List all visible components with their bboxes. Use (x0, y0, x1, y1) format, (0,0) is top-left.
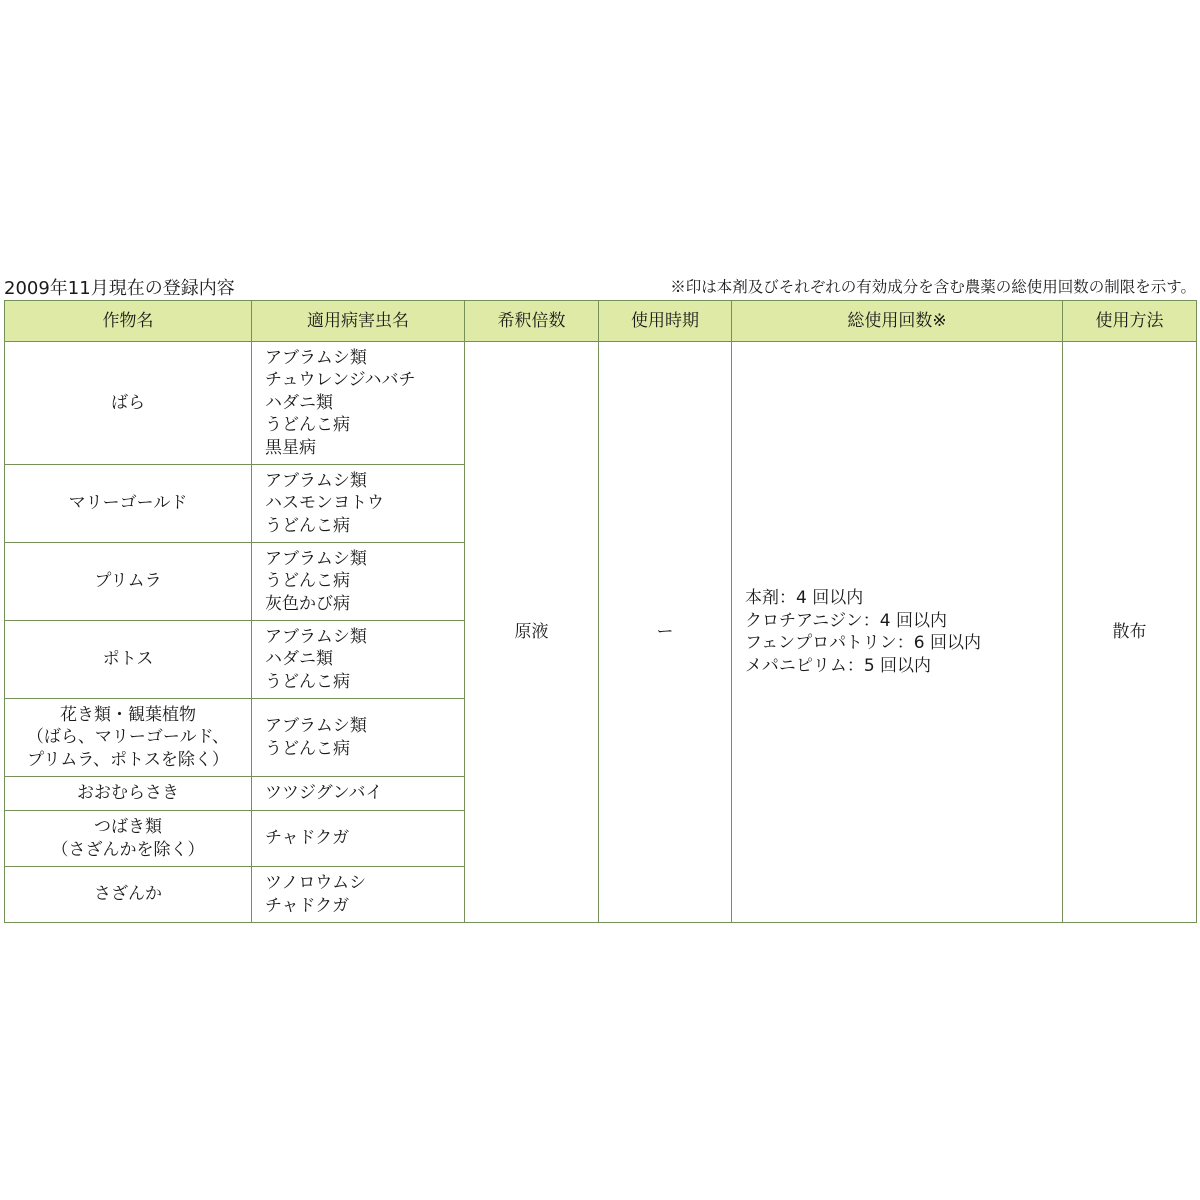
crop-name: つばき類 (94, 817, 162, 837)
crop-cell (5, 621, 252, 699)
pest-name: アブラムシ類 (265, 347, 367, 368)
timing-cell: ー (599, 342, 732, 923)
header-method: 使用方法 (1063, 301, 1197, 342)
header-crop: 作物名 (5, 301, 252, 342)
method-cell: 散布 (1063, 342, 1197, 923)
total-use-note: ※印は本剤及びそれぞれの有効成分を含む農薬の総使用回数の制限を示す。 (670, 278, 1196, 296)
crop-cell (5, 342, 252, 465)
pest-name: アブラムシ類 (265, 470, 367, 491)
pest-name: アブラムシ類 (265, 548, 367, 569)
header-pest: 適用病害虫名 (252, 301, 465, 342)
pest-cell (252, 777, 465, 811)
crop-name: おおむらさき (77, 783, 179, 804)
header-total-uses: 総使用回数※ (732, 301, 1063, 342)
pest-name: チャドクガ (265, 828, 350, 849)
crop-name: （ばら、マリーゴールド、 (26, 727, 230, 748)
crop-cell (5, 811, 252, 867)
pest-name: ハダニ類 (265, 392, 333, 413)
crop-cell (5, 465, 252, 543)
crop-name: ばら (111, 392, 145, 413)
pest-name: ツツジグンバイ (265, 783, 383, 804)
pest-cell (252, 621, 465, 699)
crop-name: さざんか (94, 884, 162, 905)
total-use-item: クロチアニジン：4 回以内 (745, 610, 947, 631)
header-timing: 使用時期 (599, 301, 732, 342)
pest-name: うどんこ病 (265, 515, 350, 536)
pest-name: チュウレンジハバチ (265, 370, 416, 391)
pest-name: ハダニ類 (265, 649, 333, 670)
crop-name: 花き類・観葉植物 (60, 704, 196, 725)
registration-table (4, 300, 1197, 923)
crop-name: プリムラ、ポトスを除く） (27, 749, 229, 770)
pest-name: ハスモンヨトウ (265, 493, 384, 514)
crop-name: プリムラ (94, 571, 162, 592)
pest-cell (252, 465, 465, 543)
pest-name: ツノロウムシ (265, 873, 367, 893)
pest-name: アブラムシ類 (265, 716, 367, 736)
crop-cell (5, 867, 252, 923)
crop-name: （さざんかを除く） (51, 839, 205, 860)
crop-cell (5, 699, 252, 777)
pest-name: うどんこ病 (265, 738, 350, 759)
dilution-cell: 原液 (465, 342, 599, 923)
pest-cell (252, 811, 465, 867)
table-row (5, 342, 1197, 465)
pest-name: 黒星病 (265, 437, 316, 458)
table-header-row (5, 301, 1197, 342)
crop-cell (5, 777, 252, 811)
caption-row (4, 272, 1196, 300)
registration-date-caption: 2009年11月現在の登録内容 (4, 278, 235, 299)
pest-name: うどんこ病 (265, 671, 350, 692)
crop-name: マリーゴールド (68, 493, 188, 514)
total-use-item: フェンプロパトリン：6 回以内 (745, 633, 982, 653)
pest-cell (252, 699, 465, 777)
pest-name: うどんこ病 (265, 415, 350, 436)
pest-cell (252, 867, 465, 923)
total-use-item: 本剤：4 回以内 (745, 588, 864, 608)
pest-name: チャドクガ (265, 895, 350, 916)
total-use-item: メパニピリム：5 回以内 (745, 655, 932, 676)
pest-name: うどんこ病 (265, 571, 350, 592)
header-dilution: 希釈倍数 (465, 301, 599, 342)
pest-name: アブラムシ類 (265, 626, 367, 647)
crop-cell (5, 543, 252, 621)
pest-name: 灰色かび病 (265, 593, 350, 614)
pest-cell (252, 342, 465, 465)
pest-cell (252, 543, 465, 621)
crop-name: ポトス (102, 649, 154, 670)
total-uses-cell (732, 342, 1063, 923)
